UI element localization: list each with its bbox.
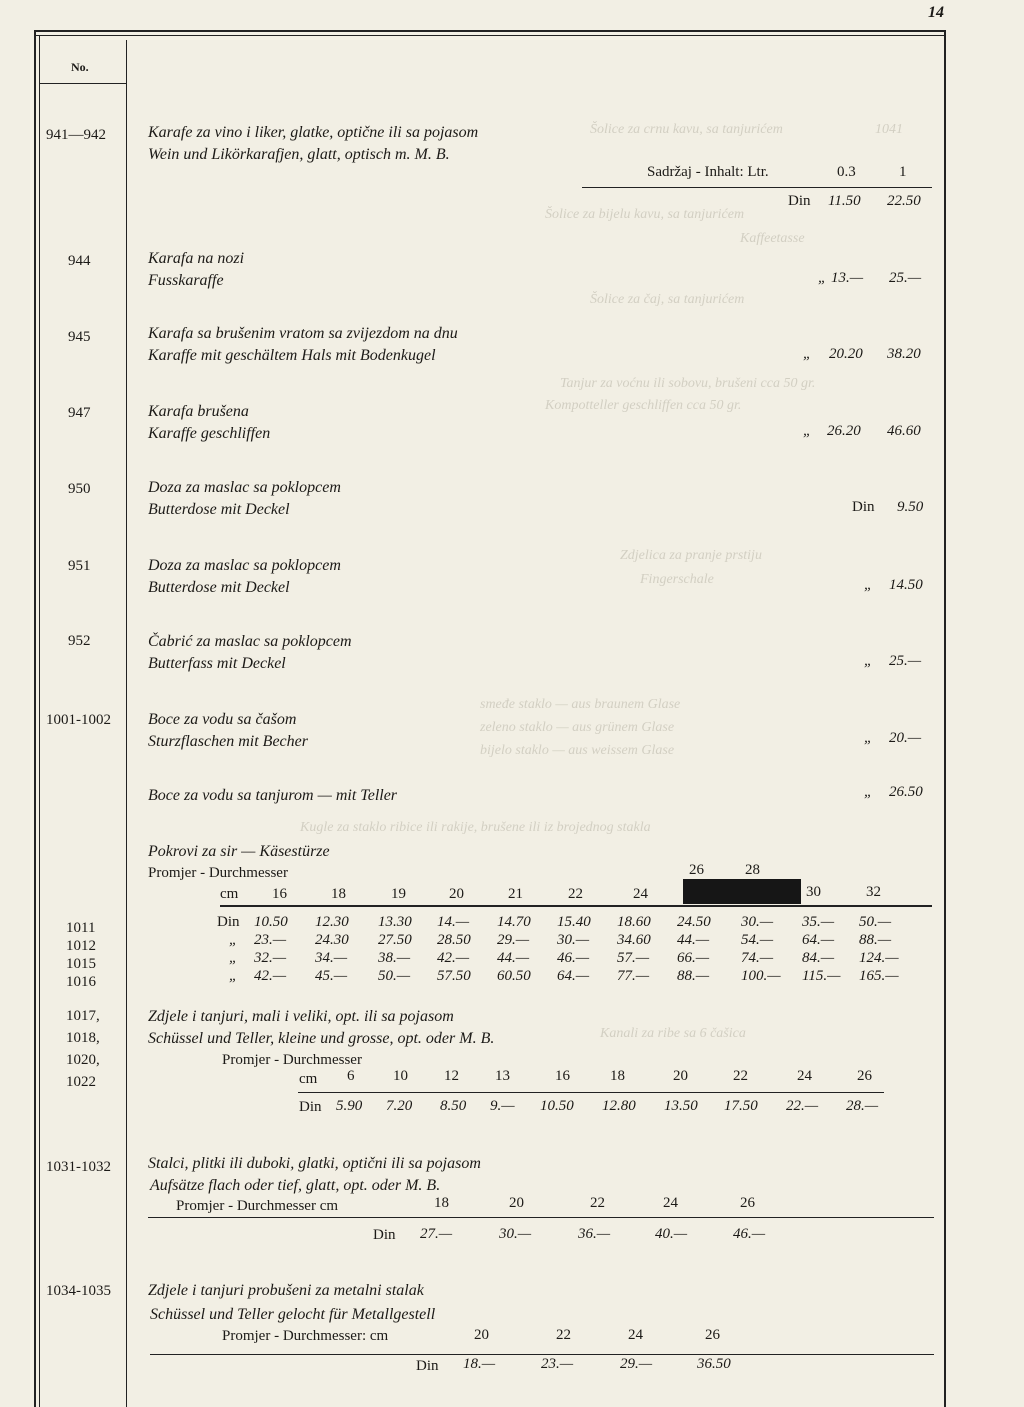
price-cell: 60.50 [497,968,531,984]
item-number: 1034-1035 [46,1283,111,1299]
item-number: 941—942 [46,127,106,143]
price-cell: 30.— [741,914,774,930]
price-cell: 30.— [557,932,590,948]
price-cell: 10.50 [254,914,288,930]
price-cell: 15.40 [557,914,591,930]
item-name-de: Karaffe geschliffen [148,425,271,442]
size-value: 19 [391,886,406,902]
item-name-hr: Doza za maslac sa poklopcem [148,479,341,496]
item-name-de: Wein und Likörkarafjen, glatt, optisch m. M. B. [148,146,450,163]
item-number: 952 [68,633,91,649]
item-name-hr: Doza za maslac sa poklopcem [148,557,341,574]
table-rule [220,905,932,907]
item-number: 1031-1032 [46,1159,111,1175]
size-value: 21 [508,886,523,902]
price-cell: 7.20 [386,1098,413,1114]
price-cell: 50.— [378,968,411,984]
item-name-hr: Boce za vodu sa tanjurom — mit Teller [148,787,398,804]
size-value: 20 [474,1327,489,1343]
size-value: 26 [740,1195,755,1211]
size-value: 26 [689,862,704,878]
currency-label: Din [299,1099,322,1115]
section-title: Pokrovi za sir — Käsestürze [148,843,330,860]
item-number: 950 [68,481,91,497]
price-cell: 38.— [378,950,411,966]
capacity-value: 0.3 [837,164,856,180]
price-cell: 100.— [741,968,781,984]
price: 25.— [889,270,922,286]
currency-label: Din [852,499,875,515]
price-cell: 57.— [617,950,650,966]
item-name-hr: Karafa na nozi [148,250,245,267]
item-name-hr: Boce za vodu sa čašom [148,711,297,728]
price-cell: 50.— [859,914,892,930]
size-value: 16 [555,1068,570,1084]
price: 26.50 [889,784,923,800]
item-name-hr: Karafa brušena [148,403,249,420]
size-value: 20 [509,1195,524,1211]
price: 13.— [831,270,864,286]
size-value: 22 [568,886,583,902]
currency-label: Din [373,1227,396,1243]
ditto-mark: „ [229,950,238,966]
price-cell: 24.50 [677,914,711,930]
price-cell: 36.— [578,1226,611,1242]
redaction-block [683,879,801,904]
size-value: 24 [663,1195,678,1211]
price: 22.50 [887,193,921,209]
item-name-hr: Karafe za vino i liker, glatke, optične ili sa pojasom [148,124,479,141]
size-value: 26 [857,1068,872,1084]
price-cell: 30.— [499,1226,532,1242]
price-cell: 23.— [541,1356,574,1372]
price-cell: 88.— [677,968,710,984]
item-name-hr: Karafa sa brušenim vratom sa zvijezdom na dnu [148,325,458,342]
price-cell: 22.— [786,1098,819,1114]
frame-left-rule [34,30,36,1407]
size-value: 18 [331,886,346,902]
frame-left-rule-2 [39,35,40,1407]
price-cell: 23.— [254,932,287,948]
price: 20.— [889,730,922,746]
item-name-de: Butterdose mit Deckel [148,579,290,596]
price-cell: 24.30 [315,932,349,948]
frame-right-rule [944,30,946,1407]
size-value: 13 [495,1068,510,1084]
price: 14.50 [889,577,923,593]
price-cell: 14.70 [497,914,531,930]
ditto-mark: „ [864,653,873,669]
frame-top-rule-2 [36,35,946,36]
item-name-de: Karaffe mit geschältem Hals mit Bodenkugel [148,347,436,364]
price-cell: 27.— [420,1226,453,1242]
diameter-label: Promjer - Durchmesser [222,1052,362,1068]
item-number: 1012 [66,938,96,954]
price-cell: 13.30 [378,914,412,930]
size-value: 18 [434,1195,449,1211]
size-value: 28 [745,862,760,878]
price-cell: 35.— [802,914,835,930]
size-value: 20 [673,1068,688,1084]
item-number: 1016 [66,974,96,990]
unit-label: cm [299,1071,318,1087]
currency-label: Din [416,1358,439,1374]
price-cell: 42.— [254,968,287,984]
price: 25.— [889,653,922,669]
item-name-hr: Stalci, plitki ili duboki, glatki, optični ili sa pojasom [148,1155,481,1172]
price-cell: 8.50 [440,1098,467,1114]
item-name-de: Sturzflaschen mit Becher [148,733,308,750]
unit-label: cm [220,886,239,902]
size-value: 18 [610,1068,625,1084]
ditto-mark: „ [864,577,873,593]
price-cell: 64.— [557,968,590,984]
item-name-hr: Zdjele i tanjuri, mali i veliki, opt. ili sa pojasom [148,1008,454,1025]
price: 38.20 [887,346,921,362]
price-cell: 115.— [802,968,841,984]
price: 9.50 [897,499,924,515]
size-value: 16 [272,886,287,902]
currency-label: Din [217,914,240,930]
item-number: 1011 [66,920,96,936]
size-value: 24 [633,886,648,902]
item-number: 1020, [66,1052,100,1068]
price: 26.20 [827,423,861,439]
item-name-de: Aufsätze flach oder tief, glatt, opt. oder M. B. [150,1177,441,1194]
price-cell: 46.— [557,950,590,966]
price-cell: 9.— [490,1098,515,1114]
price-cell: 84.— [802,950,835,966]
price-cell: 34.60 [617,932,651,948]
diameter-label: Promjer - Durchmesser [148,865,288,881]
item-number: 951 [68,558,91,574]
item-number: 1017, [66,1008,100,1024]
item-name-de: Schüssel und Teller gelocht für Metallgestell [150,1306,436,1323]
item-name-de: Schüssel und Teller, kleine und grosse, opt. oder M. B. [148,1030,495,1047]
price-cell: 13.50 [664,1098,698,1114]
price-cell: 165.— [859,968,899,984]
price-cell: 28.— [846,1098,879,1114]
size-value: 22 [733,1068,748,1084]
item-name-de: Butterdose mit Deckel [148,501,290,518]
price-cell: 74.— [741,950,774,966]
page-number: 14 [928,4,944,21]
size-value: 24 [797,1068,812,1084]
price-cell: 34.— [315,950,348,966]
currency-label: Din [788,193,811,209]
price-cell: 54.— [741,932,774,948]
price-cell: 124.— [859,950,899,966]
table-rule [148,1217,934,1218]
price-cell: 18.— [463,1356,496,1372]
item-number: 1022 [66,1074,96,1090]
price-cell: 44.— [677,932,710,948]
size-value: 22 [556,1327,571,1343]
size-value: 22 [590,1195,605,1211]
price-cell: 14.— [437,914,470,930]
price-cell: 5.90 [336,1098,363,1114]
price-cell: 44.— [497,950,530,966]
price-cell: 18.60 [617,914,651,930]
price-cell: 66.— [677,950,710,966]
price-cell: 17.50 [724,1098,758,1114]
price-cell: 57.50 [437,968,471,984]
price-cell: 42.— [437,950,470,966]
ditto-mark: „ [803,423,812,439]
price-cell: 27.50 [378,932,412,948]
price-cell: 45.— [315,968,348,984]
price-cell: 88.— [859,932,892,948]
price-cell: 29.— [497,932,530,948]
size-value: 30 [806,884,821,900]
ditto-mark: „ [864,730,873,746]
price: 11.50 [828,193,861,209]
price: 46.60 [887,423,921,439]
price: 20.20 [829,346,863,362]
diameter-label: Promjer - Durchmesser: cm [222,1328,389,1344]
capacity-label: Sadržaj - Inhalt: Ltr. [647,164,769,180]
header-bottom-rule [40,83,126,84]
item-number: 1001-1002 [46,712,111,728]
column-header-no: No. [71,60,89,74]
capacity-rule [582,187,932,188]
price-cell: 77.— [617,968,650,984]
size-value: 20 [449,886,464,902]
item-name-de: Butterfass mit Deckel [148,655,286,672]
item-name-hr: Čabrić za maslac sa poklopcem [148,633,352,650]
price-cell: 29.— [620,1356,653,1372]
item-name-hr: Zdjele i tanjuri probušeni za metalni stalak [148,1282,424,1299]
number-column-rule [126,40,127,1407]
price-cell: 40.— [655,1226,688,1242]
size-value: 10 [393,1068,408,1084]
price-cell: 64.— [802,932,835,948]
capacity-value: 1 [899,164,907,180]
price-cell: 12.30 [315,914,349,930]
size-value: 26 [705,1327,720,1343]
item-number: 944 [68,253,91,269]
ditto-mark: „ [229,968,238,984]
table-rule [298,1092,884,1093]
item-number: 945 [68,329,91,345]
ditto-mark: „ [864,784,873,800]
ditto-mark: „ [229,932,238,948]
diameter-label: Promjer - Durchmesser cm [176,1198,339,1214]
size-value: 12 [444,1068,459,1084]
item-name-de: Fusskaraffe [148,272,224,289]
price-cell: 12.80 [602,1098,636,1114]
frame-top-rule [36,30,946,32]
item-number: 1015 [66,956,96,972]
price-cell: 46.— [733,1226,766,1242]
item-number: 947 [68,405,91,421]
size-value: 32 [866,884,881,900]
table-rule [150,1354,934,1355]
price-cell: 10.50 [540,1098,574,1114]
size-value: 6 [347,1068,355,1084]
price-cell: 28.50 [437,932,471,948]
item-number: 1018, [66,1030,100,1046]
ditto-mark: „ [803,346,812,362]
size-value: 24 [628,1327,643,1343]
price-cell: 32.— [254,950,287,966]
ditto-mark: „ [818,270,827,286]
price-cell: 36.50 [697,1356,731,1372]
